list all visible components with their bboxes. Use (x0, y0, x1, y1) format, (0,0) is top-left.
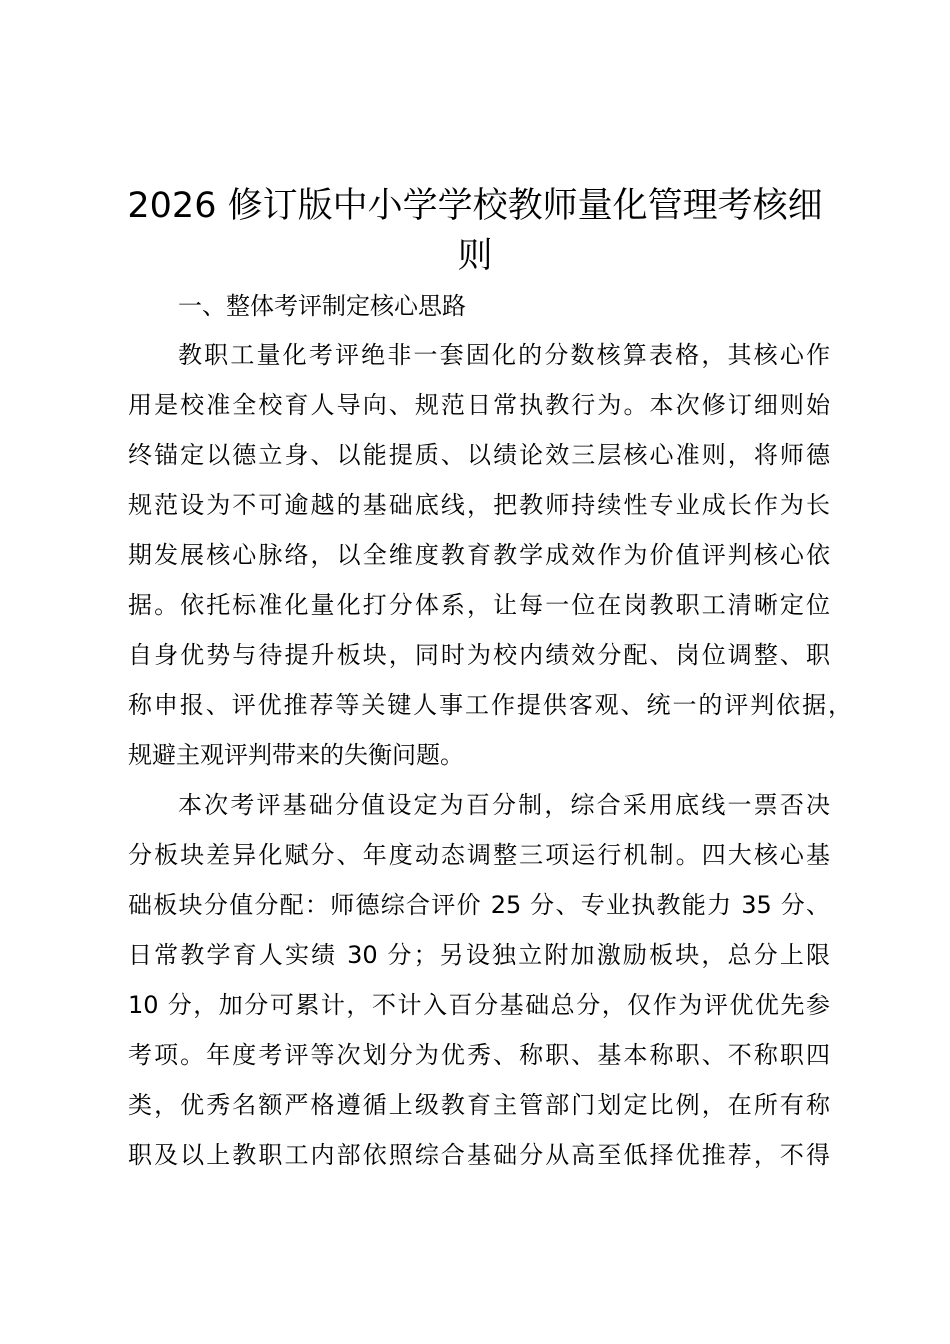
paragraph-1-line: 终锚定以德立身、以能提质、以绩论效三层核心准则，将师德 (128, 441, 830, 469)
paragraph-1-line: 据。依托标准化量化打分体系，让每一位在岗教职工清晰定位 (128, 591, 830, 619)
paragraph-1-line: 用是校准全校育人导向、规范日常执教行为。本次修订细则始 (128, 391, 830, 419)
paragraph-2-line: 本次考评基础分值设定为百分制，综合采用底线一票否决 (178, 791, 830, 819)
section-heading: 一、整体考评制定核心思路 (178, 292, 466, 320)
paragraph-2-line: 日常教学育人实绩 30 分；另设独立附加激励板块，总分上限 (128, 941, 830, 969)
document-title-line-2: 则 (457, 236, 493, 276)
paragraph-1-line: 规范设为不可逾越的基础底线，把教师持续性专业成长作为长 (128, 491, 830, 519)
paragraph-1-line: 教职工量化考评绝非一套固化的分数核算表格，其核心作 (178, 341, 830, 369)
paragraph-2-line: 职及以上教职工内部依照综合基础分从高至低择优推荐，不得 (128, 1141, 830, 1169)
paragraph-1-line: 规避主观评判带来的失衡问题。 (128, 741, 464, 769)
paragraph-2-line: 分板块差异化赋分、年度动态调整三项运行机制。四大核心基 (128, 841, 830, 869)
paragraph-2-line: 础板块分值分配：师德综合评价 25 分、专业执教能力 35 分、 (128, 891, 830, 919)
paragraph-1-line: 称申报、评优推荐等关键人事工作提供客观、统一的评判依据， (128, 691, 852, 719)
paragraph-2-line: 类，优秀名额严格遵循上级教育主管部门划定比例，在所有称 (128, 1091, 830, 1119)
paragraph-1-line: 自身优势与待提升板块，同时为校内绩效分配、岗位调整、职 (128, 641, 830, 669)
document-title-line-1: 2026 修订版中小学学校教师量化管理考核细 (127, 186, 823, 226)
paragraph-2-line: 考项。年度考评等次划分为优秀、称职、基本称职、不称职四 (128, 1041, 830, 1069)
paragraph-2-line: 10 分，加分可累计，不计入百分基础总分，仅作为评优优先参 (128, 991, 830, 1019)
paragraph-1-line: 期发展核心脉络，以全维度教育教学成效作为价值评判核心依 (128, 541, 830, 569)
